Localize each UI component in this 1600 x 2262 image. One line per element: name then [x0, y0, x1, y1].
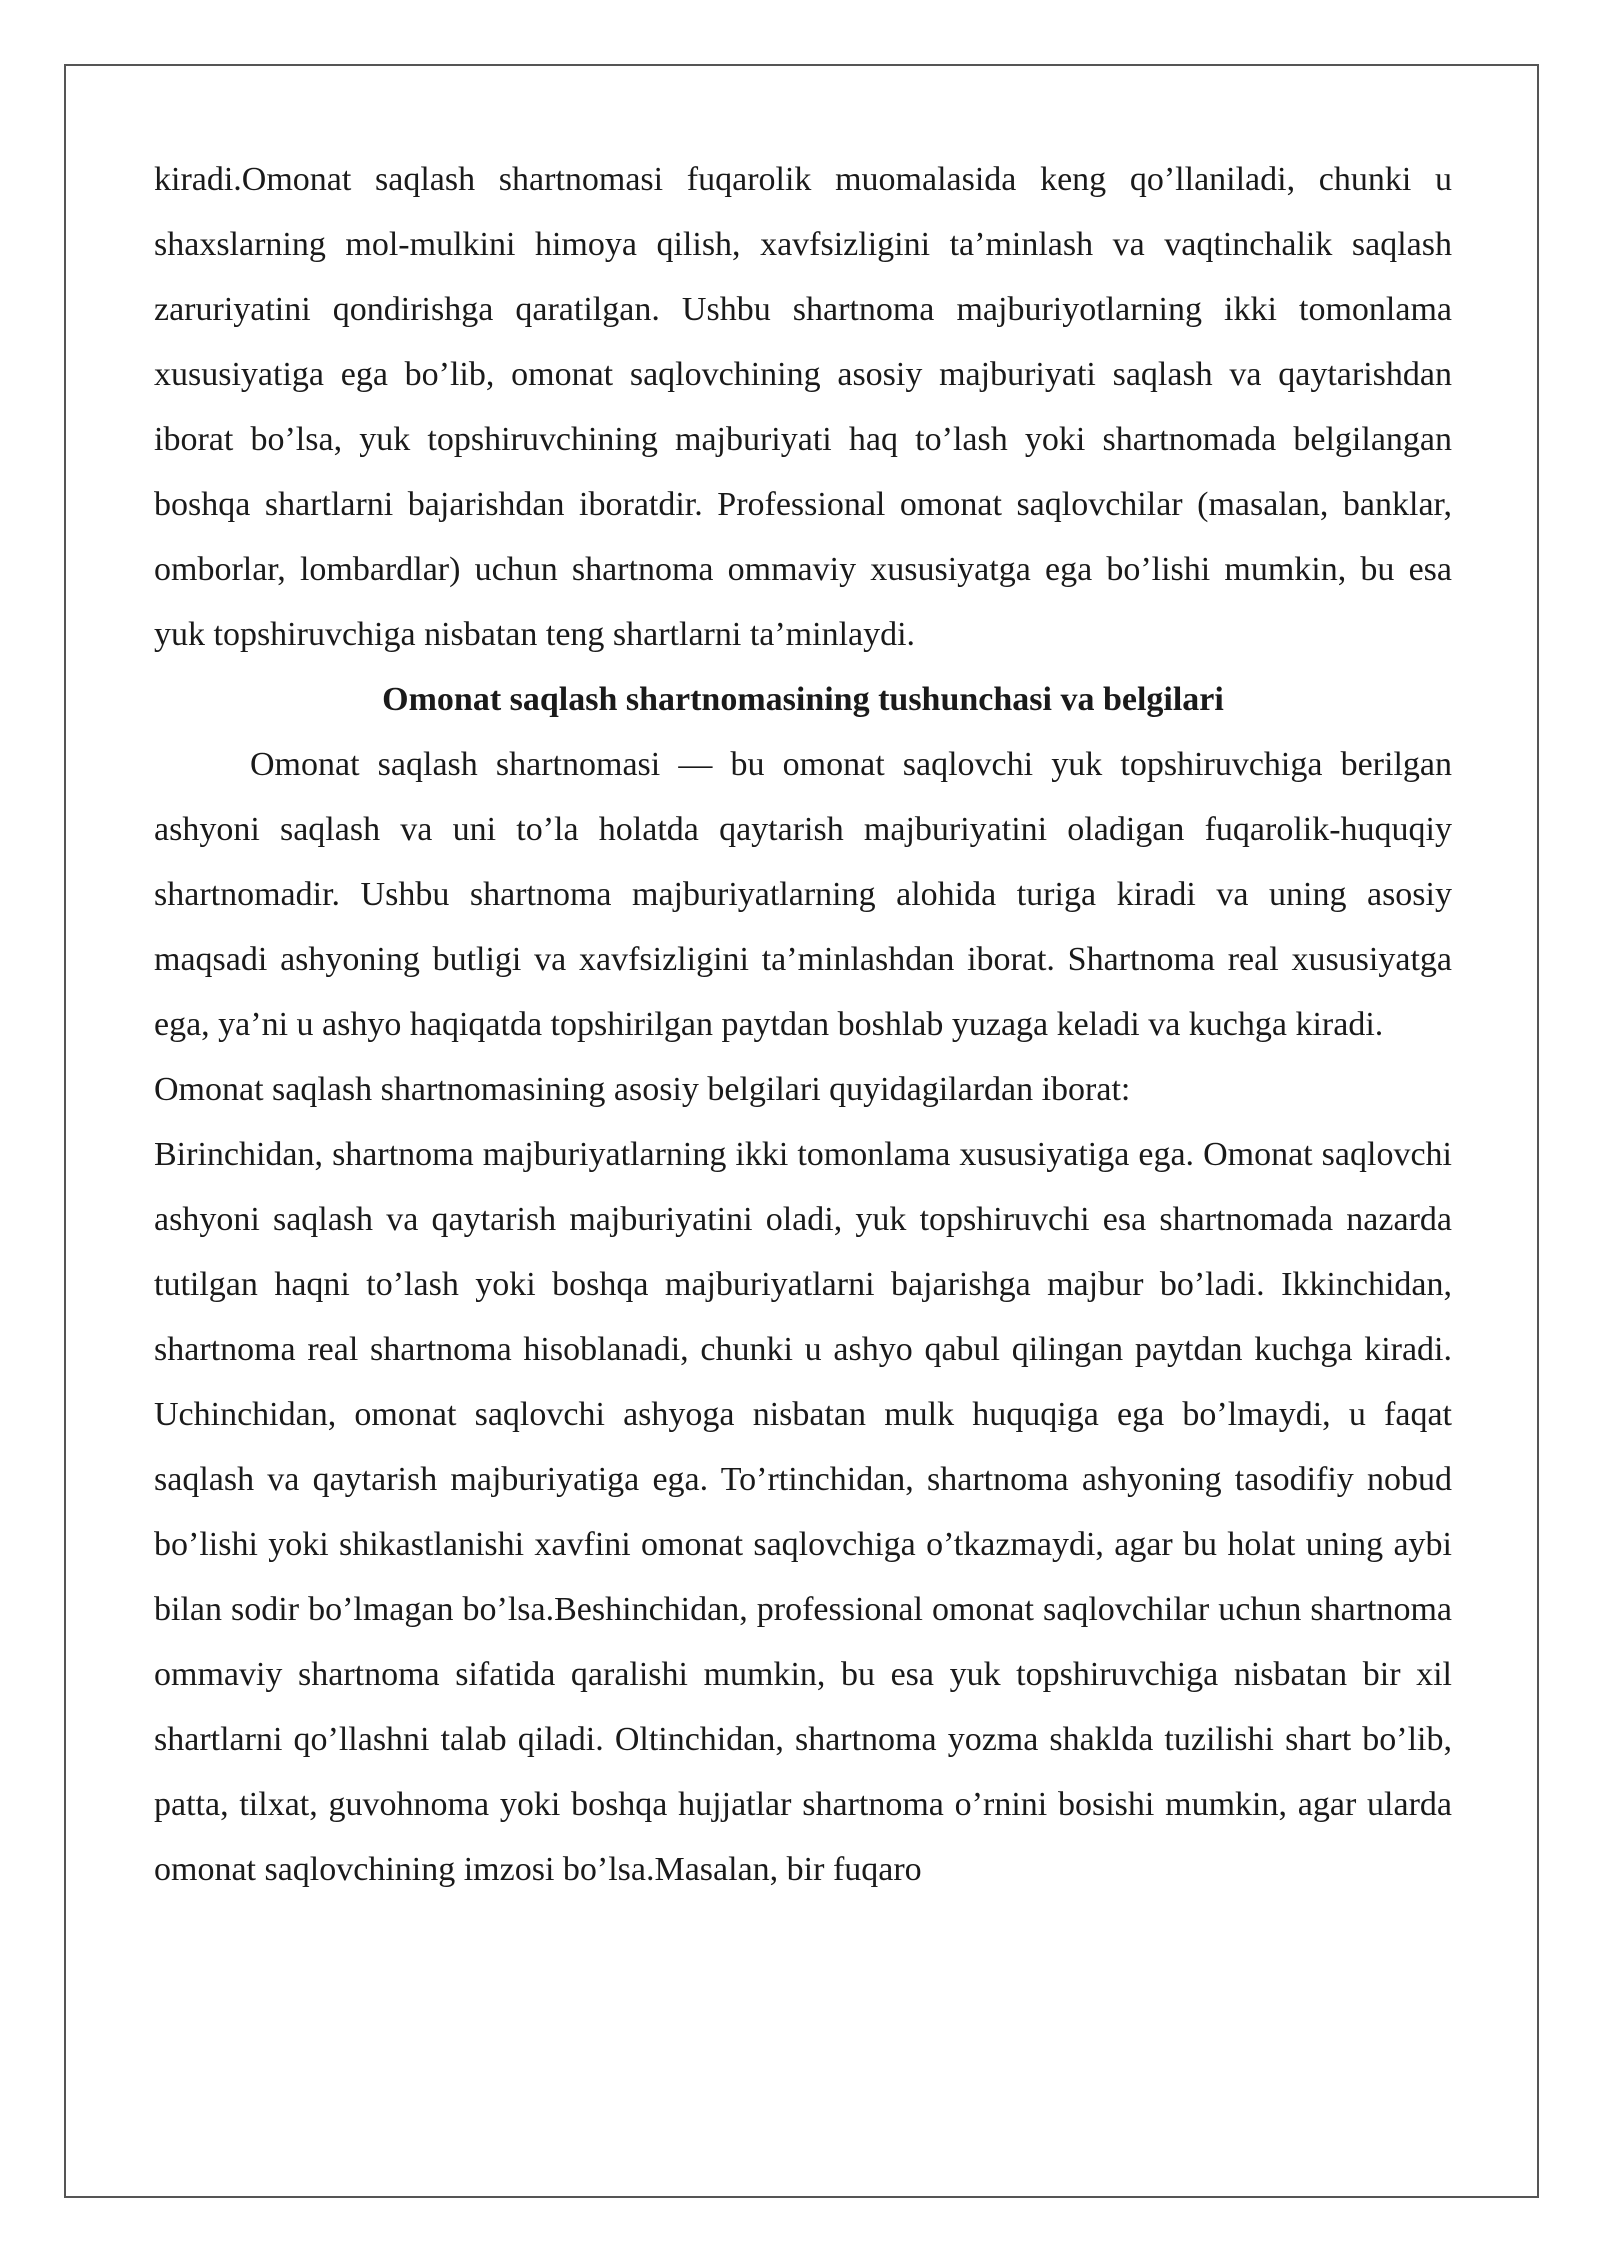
paragraph-intro: kiradi.Omonat saqlash shartnomasi fuqarolik muomalasida keng qo’llaniladi, chunki u shaxslarning mol-mulkini himoya qilish, xavfsizligini ta’minlash va vaqtinchalik saqlash zaruriyatini qondirishga qaratilgan. Ushbu shartnoma majburiyotlarning ikki tomonlama xususiyatiga ega bo’lib, omonat saqlovchining asosiy majburiyati saqlash va qaytarishdan iborat bo’lsa, yuk topshiruvchining majburiyati haq to’lash yoki shartnomada belgilangan boshqa shartlarni bajarishdan iboratdir. Professional omonat saqlovchilar (masalan, banklar, omborlar, lombardlar) uchun shartnoma ommaviy xususiyatga ega bo’lishi mumkin, bu esa yuk topshiruvchiga nisbatan teng shartlarni ta’minlaydi.	[154, 161, 1452, 653]
document-body	[154, 147, 1452, 1902]
paragraph-features-intro: Omonat saqlash shartnomasining asosiy belgilari quyidagilardan iborat:	[154, 1071, 1131, 1108]
section-heading: Omonat saqlash shartnomasining tushunchasi va belgilari	[382, 681, 1224, 718]
paragraph-definition: Omonat saqlash shartnomasi — bu omonat saqlovchi yuk topshiruvchiga berilgan ashyoni saqlash va uni to’la holatda qaytarish majburiyatini oladigan fuqarolik-huquqiy shartnomadir. Ushbu shartnoma majburiyatlarning alohida turiga kiradi va uning asosiy maqsadi ashyoning butligi va xavfsizligini ta’minlashdan iborat. Shartnoma real xususiyatga ega, ya’ni u ashyo haqiqatda topshirilgan paytdan boshlab yuzaga keladi va kuchga kiradi.	[154, 746, 1452, 1043]
paragraph-features-list: Birinchidan, shartnoma majburiyatlarning ikki tomonlama xususiyatiga ega. Omonat saqlovchi ashyoni saqlash va qaytarish majburiyatini oladi, yuk topshiruvchi esa shartnomada nazarda tutilgan haqni to’lash yoki boshqa majburiyatlarni bajarishga majbur bo’ladi. Ikkinchidan, shartnoma real shartnoma hisoblanadi, chunki u ashyo qabul qilingan paytdan kuchga kiradi. Uchinchidan, omonat saqlovchi ashyoga nisbatan mulk huquqiga ega bo’lmaydi, u faqat saqlash va qaytarish majburiyatiga ega. To’rtinchidan, shartnoma ashyoning tasodifiy nobud bo’lishi yoki shikastlanishi xavfini omonat saqlovchiga o’tkazmaydi, agar bu holat uning aybi bilan sodir bo’lmagan bo’lsa.Beshinchidan, professional omonat saqlovchilar uchun shartnoma ommaviy shartnoma sifatida qaralishi mumkin, bu esa yuk topshiruvchiga nisbatan bir xil shartlarni qo’llashni talab qiladi. Oltinchidan, shartnoma yozma shaklda tuzilishi shart bo’lib, patta, tilxat, guvohnoma yoki boshqa hujjatlar shartnoma o’rnini bosishi mumkin, agar ularda omonat saqlovchining imzosi bo’lsa.Masalan, bir fuqaro	[154, 1136, 1452, 1888]
